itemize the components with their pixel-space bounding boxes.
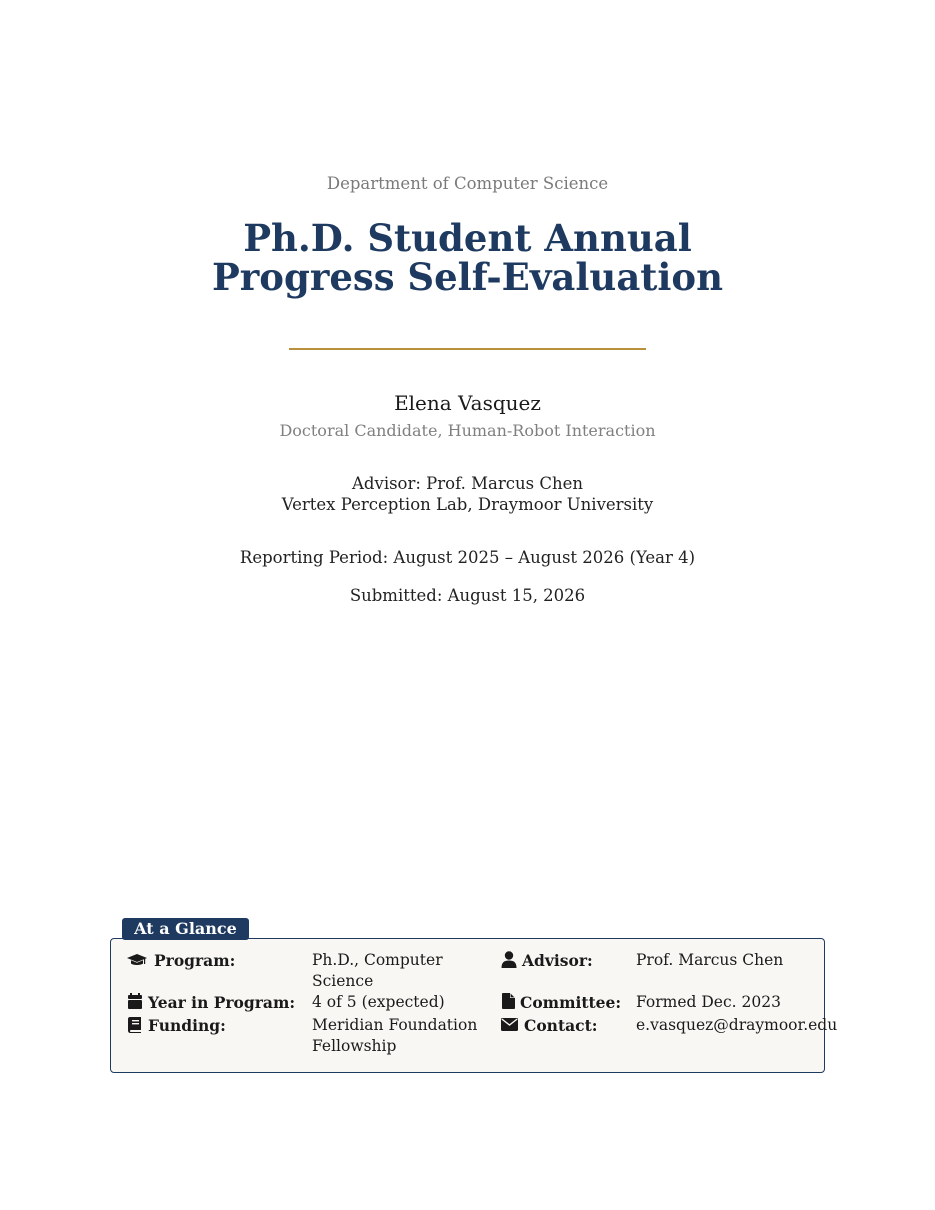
- funding-value-line-1: Meridian Foundation: [312, 1016, 478, 1034]
- contact-label: Contact:: [524, 1016, 598, 1035]
- title-divider: [289, 348, 646, 350]
- graduation-cap-icon: [127, 952, 145, 968]
- title-line-1: Ph.D. Student Annual: [243, 216, 692, 260]
- year-label: Year in Program:: [148, 993, 296, 1012]
- envelope-icon: [501, 1018, 519, 1034]
- at-a-glance-heading: At a Glance: [122, 918, 249, 940]
- department-name: Department of Computer Science: [326, 174, 609, 193]
- advisor-label: Advisor:: [522, 951, 593, 970]
- reporting-period: Reporting Period: August 2025 – August 2026 (Year 4): [239, 548, 696, 567]
- funding-label: Funding:: [148, 1016, 226, 1035]
- student-role: Doctoral Candidate, Human-Robot Interaction: [279, 421, 656, 440]
- advisor-line: Advisor: Prof. Marcus Chen: [352, 474, 583, 493]
- contact-email[interactable]: e.vasquez@draymoor.edu: [636, 1016, 838, 1034]
- title-line-2: Progress Self-Evaluation: [211, 255, 724, 299]
- student-name: Elena Vasquez: [394, 391, 541, 415]
- lab-line: Vertex Perception Lab, Draymoor University: [281, 495, 654, 514]
- document-title: [0, 216, 935, 299]
- file-icon: [502, 993, 520, 1009]
- submitted-date: Submitted: August 15, 2026: [349, 586, 586, 605]
- funding-value-line-2: Fellowship: [312, 1037, 397, 1055]
- user-icon: [501, 951, 519, 967]
- program-value-line-2: Science: [312, 972, 374, 990]
- book-icon: [127, 1017, 145, 1033]
- committee-value: Formed Dec. 2023: [636, 993, 781, 1011]
- program-label: Program:: [154, 951, 236, 970]
- year-value: 4 of 5 (expected): [312, 993, 445, 1011]
- advisor-value: Prof. Marcus Chen: [636, 951, 784, 969]
- program-value-line-1: Ph.D., Computer: [312, 951, 443, 969]
- committee-label: Committee:: [520, 993, 622, 1012]
- calendar-icon: [127, 993, 145, 1009]
